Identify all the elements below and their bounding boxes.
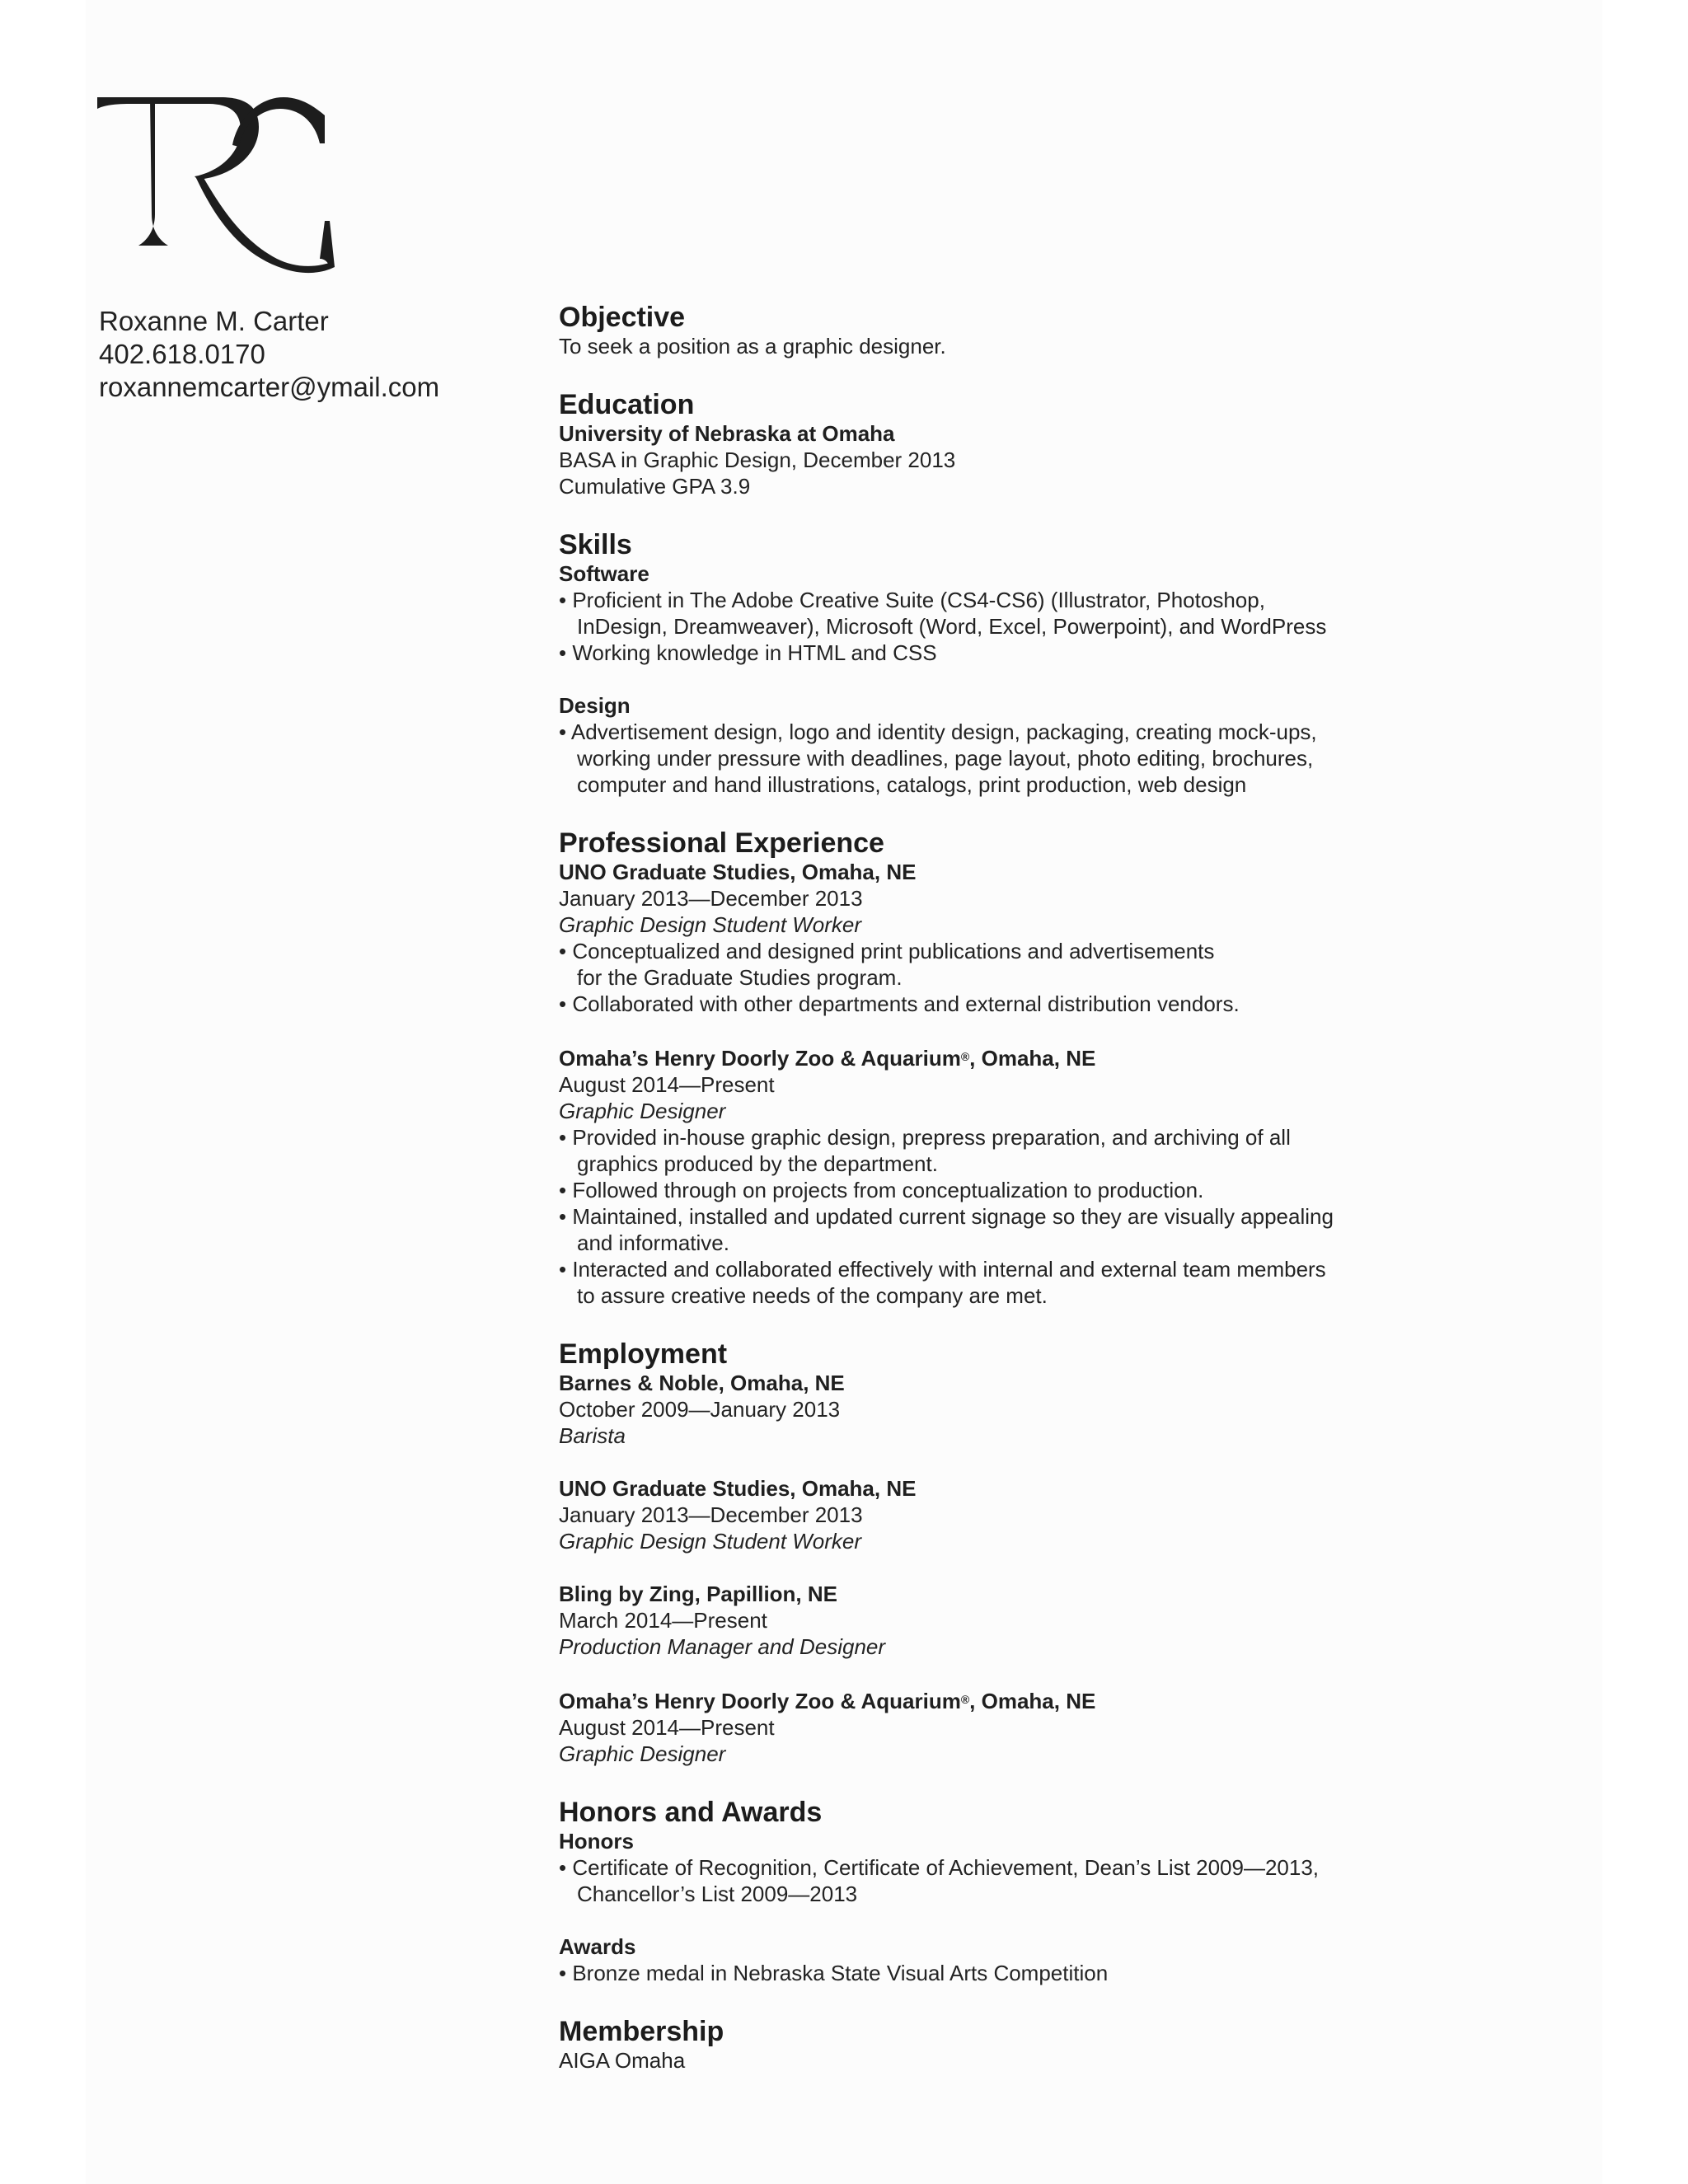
- education-degree: BASA in Graphic Design, December 2013: [559, 448, 956, 472]
- bullet-line: • Proficient in The Adobe Creative Suite (CS4-CS6) (Illustrator, Photoshop,: [559, 588, 1265, 612]
- bullet-line: • Maintained, installed and updated current signage so they are visually appealing: [559, 1204, 1334, 1229]
- rc-monogram-logo: [97, 97, 335, 280]
- job-dates: January 2013—December 2013: [559, 886, 863, 911]
- skills-title: Skills: [559, 529, 632, 560]
- employment-job: [559, 1370, 1383, 1449]
- membership-text: AIGA Omaha: [559, 2048, 686, 2073]
- job-role: Graphic Designer: [559, 1741, 726, 1766]
- experience-title: Professional Experience: [559, 827, 884, 859]
- job-role: Barista: [559, 1423, 626, 1448]
- experience-section: [559, 827, 1383, 1309]
- bullet-line: Chancellor’s List 2009—2013: [577, 1882, 858, 1906]
- job-employer: Barnes & Noble, Omaha, NE: [559, 1371, 845, 1395]
- bullet-line: working under pressure with deadlines, page layout, photo editing, brochures,: [577, 746, 1314, 771]
- bullet-line: graphics produced by the department.: [577, 1151, 938, 1176]
- job-dates: March 2014—Present: [559, 1608, 767, 1633]
- contact-email: roxannemcarter@ymail.com: [99, 372, 440, 402]
- honors-section: [559, 1797, 1383, 1986]
- contact-name: Roxanne M. Carter: [99, 306, 329, 336]
- job-employer-location: , Omaha, NE: [969, 1689, 1096, 1713]
- bullet-line: for the Graduate Studies program.: [577, 965, 903, 990]
- membership-section: [559, 2016, 1383, 2074]
- bullet-line: • Collaborated with other departments and external distribution vendors.: [559, 991, 1240, 1016]
- job-dates: August 2014—Present: [559, 1715, 775, 1740]
- objective-text: To seek a position as a graphic designer.: [559, 334, 946, 359]
- honors-label: Honors: [559, 1829, 634, 1854]
- job-role: Graphic Designer: [559, 1099, 726, 1123]
- bullet-line: • Followed through on projects from conceptualization to production.: [559, 1178, 1204, 1202]
- bullet-line: • Advertisement design, logo and identity design, packaging, creating mock-ups,: [559, 719, 1317, 744]
- bullet-line: • Interacted and collaborated effectively with internal and external team members: [559, 1257, 1326, 1282]
- experience-job: [559, 859, 1383, 1017]
- employment-job: [559, 1686, 1383, 1767]
- registered-mark: ®: [960, 1693, 970, 1706]
- bullet-line: and informative.: [577, 1230, 729, 1255]
- objective-section: [559, 302, 1383, 359]
- education-school: University of Nebraska at Omaha: [559, 421, 895, 446]
- skills-software-label: Software: [559, 561, 649, 586]
- bullet-line: computer and hand illustrations, catalogs, print production, web design: [577, 772, 1247, 797]
- job-role: Production Manager and Designer: [559, 1634, 886, 1659]
- job-employer: UNO Graduate Studies, Omaha, NE: [559, 860, 917, 884]
- skills-software-item: [559, 587, 1383, 640]
- resume-body: [559, 302, 1383, 2103]
- job-employer-location: , Omaha, NE: [969, 1046, 1096, 1071]
- job-employer: [559, 1043, 1383, 1071]
- skills-section: [559, 529, 1383, 798]
- job-employer: Bling by Zing, Papillion, NE: [559, 1582, 837, 1606]
- employment-job: [559, 1475, 1383, 1554]
- bullet-line: • Conceptualized and designed print publications and advertisements: [559, 939, 1215, 963]
- membership-title: Membership: [559, 2016, 724, 2047]
- objective-title: Objective: [559, 302, 686, 333]
- employment-job: [559, 1581, 1383, 1660]
- honors-block: [559, 1828, 1383, 1907]
- skills-design-label: Design: [559, 693, 631, 718]
- skills-software-item: [559, 640, 1383, 666]
- employment-section: [559, 1338, 1383, 1767]
- contact-block: [99, 305, 439, 404]
- job-employer-name: Omaha’s Henry Doorly Zoo & Aquarium: [559, 1689, 961, 1713]
- job-dates: October 2009—January 2013: [559, 1397, 841, 1422]
- bullet-line: • Provided in-house graphic design, prepress preparation, and archiving of all: [559, 1125, 1291, 1150]
- job-dates: August 2014—Present: [559, 1072, 775, 1097]
- education-gpa: Cumulative GPA 3.9: [559, 474, 751, 499]
- job-employer: [559, 1686, 1383, 1714]
- employment-title: Employment: [559, 1338, 728, 1370]
- skills-software: [559, 560, 1383, 666]
- experience-job: [559, 1043, 1383, 1309]
- job-role: Graphic Design Student Worker: [559, 912, 862, 937]
- job-employer: UNO Graduate Studies, Omaha, NE: [559, 1476, 917, 1501]
- bullet-line: • Working knowledge in HTML and CSS: [559, 640, 937, 665]
- job-role: Graphic Design Student Worker: [559, 1529, 862, 1554]
- awards-label: Awards: [559, 1934, 636, 1959]
- job-employer-name: Omaha’s Henry Doorly Zoo & Aquarium: [559, 1046, 961, 1071]
- bullet-line: InDesign, Dreamweaver), Microsoft (Word, Excel, Powerpoint), and WordPress: [577, 614, 1327, 639]
- bullet-line: to assure creative needs of the company are met.: [577, 1283, 1048, 1308]
- education-title: Education: [559, 389, 695, 420]
- awards-block: [559, 1933, 1383, 1986]
- registered-mark: ®: [960, 1050, 970, 1063]
- honors-title: Honors and Awards: [559, 1797, 823, 1828]
- bullet-line: • Certificate of Recognition, Certificate of Achievement, Dean’s List 2009—2013,: [559, 1855, 1320, 1880]
- skills-design: [559, 692, 1383, 798]
- job-dates: January 2013—December 2013: [559, 1502, 863, 1527]
- contact-phone: 402.618.0170: [99, 339, 265, 369]
- bullet-line: • Bronze medal in Nebraska State Visual Arts Competition: [559, 1961, 1109, 1985]
- education-section: [559, 389, 1383, 499]
- skills-design-item: [559, 719, 1383, 798]
